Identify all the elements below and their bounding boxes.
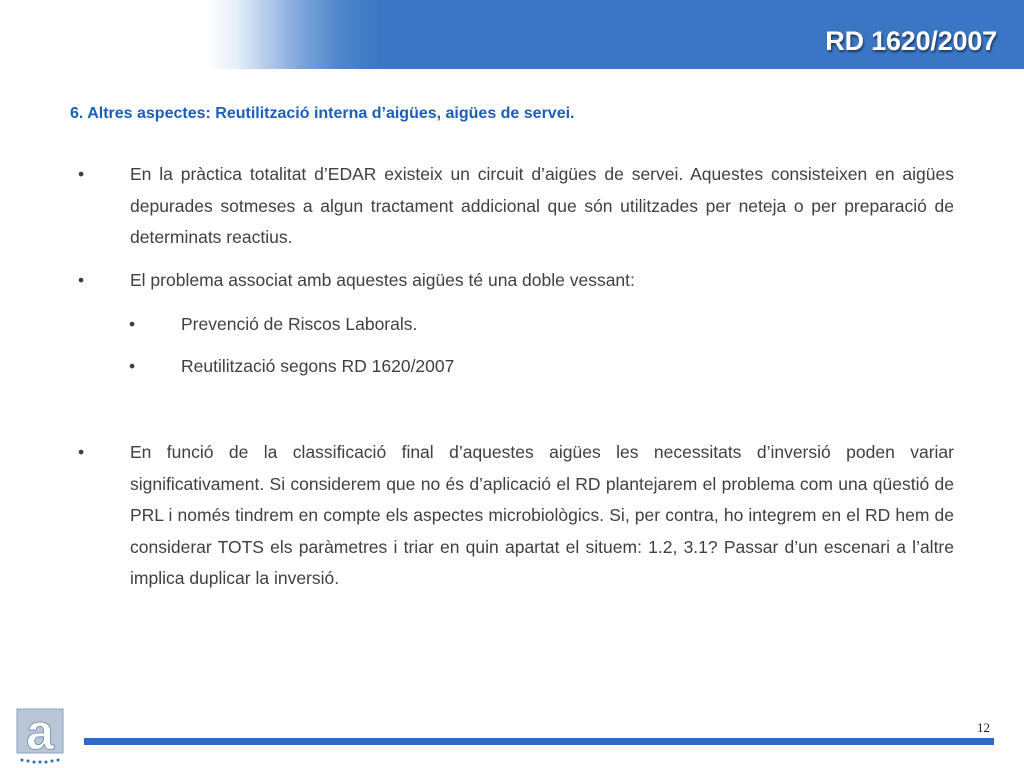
bullet-mark: • <box>78 270 85 290</box>
sub-bullet-text: Prevenció de Riscos Laborals. <box>181 314 418 334</box>
footer-divider <box>84 738 994 745</box>
header-bar <box>0 0 1024 69</box>
page-number: 12 <box>977 720 990 735</box>
letter-a-logo-icon <box>16 708 64 766</box>
section-heading: 6. Altres aspectes: Reutilització interna d’aigües, aigües de servei. <box>70 105 575 122</box>
bullet-text: El problema associat amb aquestes aigües té una doble vessant: <box>130 270 635 290</box>
bullet-mark: • <box>78 442 85 462</box>
bullet-text: En la pràctica totalitat d’EDAR existeix un circuit d’aigües de servei. Aquestes consisteixen en aigües depurades sotmeses a algun tractament addicional que són utilitzades per neteja o per preparació de determinats reactius. <box>130 164 954 247</box>
sub-bullet-text: Reutilització segons RD 1620/2007 <box>181 356 455 376</box>
bullet-mark: • <box>78 164 85 184</box>
sub-bullet-mark: • <box>129 356 136 376</box>
bullet-text: En funció de la classificació final d’aquestes aigües les necessitats d’inversió poden variar significativament. Si considerem que no és d’aplicació el RD plantejarem el problema com una qüestió de PRL i només tindrem en compte els aspectes microbiològics. Si, per contra, ho integrem en el RD hem de considerar TOTS els paràmetres i triar en quin apartat el situem: 1.2, 3.1? Passar d’un escenari a l’altre implica duplicar la inversió. <box>130 442 954 588</box>
svg-text:a: a <box>26 708 54 760</box>
slide-title: RD 1620/2007 <box>825 26 997 56</box>
sub-bullet-mark: • <box>129 314 136 334</box>
